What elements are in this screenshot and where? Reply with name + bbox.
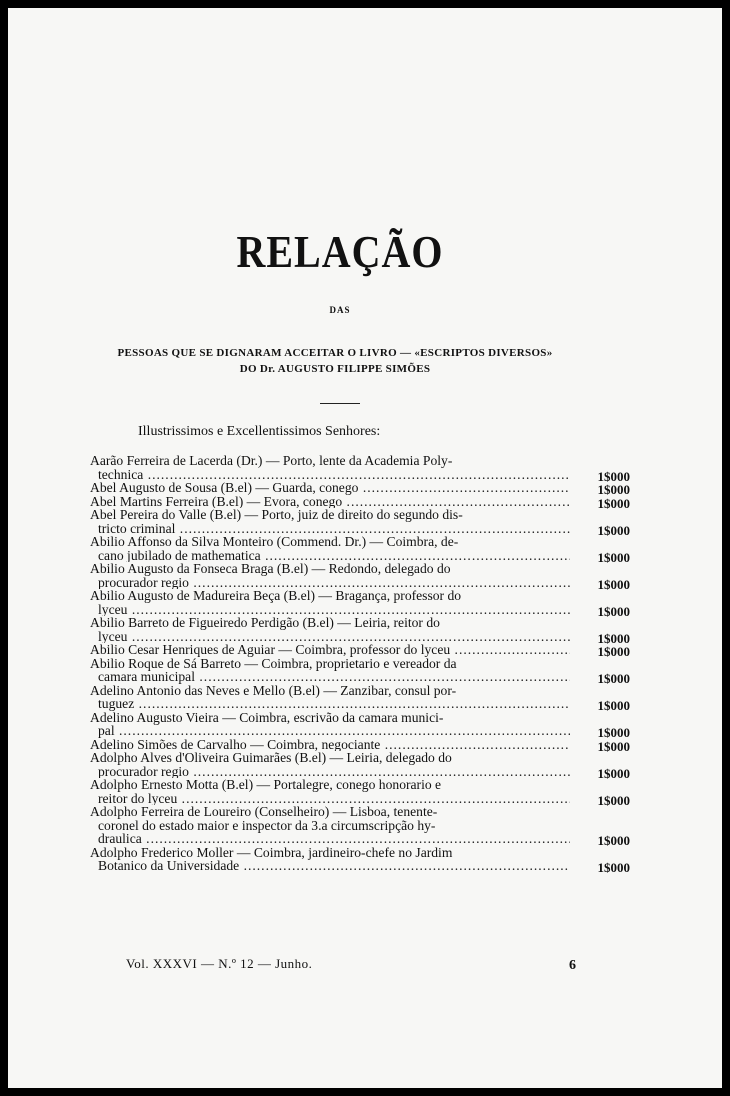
entry-amount: 1$000 [597, 495, 630, 511]
entry-text-line: Adolpho Frederico Moller — Coimbra, jardineiro-chefe no Jardim [90, 844, 453, 860]
page-title: RELAÇÃO [236, 225, 444, 278]
entry-amount: 1$000 [597, 644, 630, 659]
entry-text-line: Abel Pereira do Valle (B.el) — Porto, juiz de direito do segundo dis- [90, 507, 463, 522]
entry-text-line: Adelino Augusto Vieira — Coimbra, escrivão da camara munici- [90, 709, 444, 725]
document-page [8, 8, 722, 1088]
entry-text-line: Abilio Affonso da Silva Monteiro (Commend. Dr.) — Coimbra, de- [90, 534, 459, 549]
entry-text-line: technica ..... [90, 468, 570, 482]
page-footer [126, 956, 576, 972]
entry-text-line: procurador regio ..... [90, 576, 570, 590]
entry-text-line: Abel Martins Ferreira (B.el) — Evora, conego ..... [90, 495, 570, 509]
entry-text-line: Abilio Augusto de Madureira Beça (B.el) — Bragança, professor do [90, 588, 462, 603]
entry-amount: 1$000 [597, 482, 630, 497]
entry-amount: 1$000 [597, 603, 630, 619]
signature-mark: 6 [569, 958, 576, 973]
entry-text-line: draulica ..... [90, 832, 570, 846]
entry-text-line: procurador regio ..... [90, 765, 570, 779]
list-item [90, 494, 630, 511]
entry-amount: 1$000 [597, 738, 630, 754]
list-item [90, 481, 630, 497]
entry-amount: 1$000 [597, 468, 630, 484]
list-item [90, 655, 630, 686]
entry-amount: 1$000 [597, 630, 630, 646]
entry-text-line: cano jubilado de mathematica ..... [90, 549, 570, 563]
subscriber-list [90, 453, 630, 875]
entry-amount: 1$000 [597, 698, 630, 713]
entry-text-line: Botanico da Universidade ..... [90, 859, 570, 873]
entry-text-line: Adolpho Ernesto Motta (B.el) — Portalegre, conego honorario e [90, 777, 442, 792]
entry-text-line: reitor do lyceu ..... [90, 792, 570, 806]
title-connector: DAS [329, 305, 351, 315]
entry-text-line: Abilio Cesar Henriques de Aguiar — Coimbra, professor do lyceu ..... [90, 643, 570, 657]
entry-text-line: Abilio Roque de Sá Barreto — Coimbra, proprietario e vereador da [90, 655, 457, 671]
entry-text-line: Aarão Ferreira de Lacerda (Dr.) — Porto, lente da Academia Poly- [90, 453, 453, 468]
list-item [90, 804, 630, 848]
subtitle-line-2: DO Dr. AUGUSTO FILIPPE SIMÕES [239, 363, 431, 375]
entry-amount: 1$000 [597, 576, 630, 592]
list-item [90, 682, 630, 713]
page-content [90, 225, 630, 875]
list-item [90, 844, 630, 875]
entry-amount: 1$000 [597, 549, 630, 565]
entry-text-line: lyceu ..... [90, 630, 570, 644]
entry-amount: 1$000 [597, 833, 630, 848]
entry-text-line: Adolpho Ferreira de Loureiro (Conselheiro) — Lisboa, tenente- [90, 804, 438, 819]
entry-amount: 1$000 [597, 725, 630, 740]
volume-info: Vol. XXXVI — N.º 12 — Junho. [126, 956, 313, 971]
entry-amount: 1$000 [597, 522, 630, 538]
entry-amount: 1$000 [597, 860, 630, 875]
list-item [90, 777, 630, 808]
list-item [90, 534, 630, 565]
entry-text-line: tricto criminal ..... [90, 522, 570, 536]
entry-text-line: Abilio Barreto de Figueiredo Perdigão (B.el) — Leiria, reitor do [90, 615, 440, 630]
entry-text-line: Adelino Antonio das Neves e Mello (B.el) — Zanzibar, consul por- [90, 682, 457, 698]
list-item [90, 750, 630, 781]
entry-amount: 1$000 [597, 765, 630, 781]
entry-text-line: camara municipal ..... [90, 670, 570, 684]
entry-text-line: coronel do estado maior e inspector da 3.a circumscripção hy- [98, 817, 436, 833]
list-item [90, 615, 630, 646]
entry-text-line: Abel Augusto de Sousa (B.el) — Guarda, conego ..... [90, 481, 570, 495]
entry-text-line: Adelino Simões de Carvalho — Coimbra, negociante ..... [90, 738, 570, 752]
entry-amount: 1$000 [597, 671, 630, 686]
salutation: Illustrissimos e Excellentissimos Senhores: [138, 424, 381, 439]
list-item [90, 561, 630, 592]
subtitle-line-1: PESSOAS QUE SE DIGNARAM ACCEITAR O LIVRO — «ESCRIPTOS DIVERSOS» [117, 347, 553, 359]
entry-text-line: Adolpho Alves d'Oliveira Guimarães (B.el) — Leiria, delegado do [90, 750, 452, 765]
list-item [90, 709, 630, 740]
list-item [90, 643, 630, 659]
entry-amount: 1$000 [597, 792, 630, 808]
list-item [90, 453, 630, 484]
list-item [90, 507, 630, 538]
entry-text-line: lyceu ..... [90, 603, 570, 617]
list-item [90, 588, 630, 619]
entry-text-line: tuguez ..... [90, 697, 570, 711]
entry-text-line: pal ..... [90, 724, 570, 738]
divider-rule [320, 403, 360, 404]
entry-text-line: Abilio Augusto da Fonseca Braga (B.el) — Redondo, delegado do [90, 561, 451, 576]
list-item [90, 737, 630, 754]
